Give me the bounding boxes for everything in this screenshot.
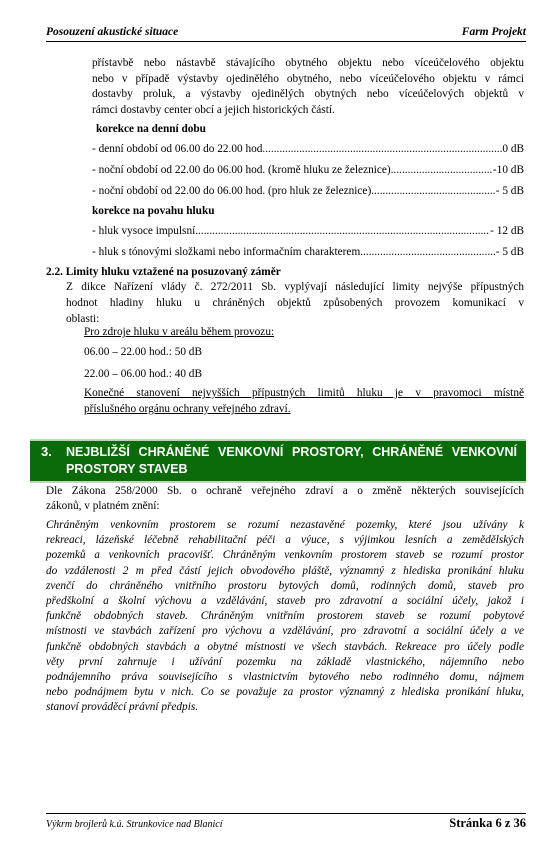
section-2-2-line: oblasti: [66, 313, 100, 325]
intro-line: nebo v případě výstavby ojedinělého obytného, nebo víceúčelového objektu v rámci [92, 72, 524, 85]
section-3-number: 3. [41, 444, 52, 459]
character-row-label: - hluk vysoce impulsní [92, 225, 196, 237]
section-3-title: NEJBLIŽŠÍ CHRÁNĚNÉ VENKOVNÍ PROSTORY, CHRÁNĚNÉ VENKOVNÍ PROSTORY STAVEB [66, 445, 517, 476]
header-rule [46, 41, 526, 42]
leader-dots [391, 164, 493, 180]
header-title: Posouzení akustické situace [46, 26, 179, 38]
intro-line: dostavby proluk, a výstavby ojedinělých obytných nebo víceúčelových objektů v [92, 88, 524, 101]
day-correction-heading: korekce na denní dobu [96, 123, 206, 135]
intro-paragraph [92, 56, 524, 118]
page-number: Stránka 6 z 36 [449, 816, 526, 830]
leader-dots [360, 246, 496, 262]
character-row-label: - hluk s tónovými složkami nebo informačním charakterem [92, 246, 361, 258]
law-quote-line: Chráněným venkovním prostorem se rozumí nezastavěné pozemky, které jsou užívány k [46, 519, 524, 531]
limit-night: 22.00 – 06.00 hod.: 40 dB [84, 368, 202, 380]
noise-source-subheading: Pro zdroje hluku v areálu během provozu: [84, 326, 275, 338]
section-3-heading-bar [30, 439, 526, 483]
law-quote-line: funkčně obdobných staveb. Chráněným vnitřním prostorem staveb se rozumí pobytové [46, 610, 524, 623]
law-quote-line: nebo podnájmem bytu v nich. Co se považuje za prostor významný z hlediska pronikání hluku, [46, 686, 524, 699]
day-row-label: - denní období od 06.00 do 22.00 hod. [92, 143, 266, 155]
day-row [92, 143, 524, 159]
limit-day: 06.00 – 22.00 hod.: 50 dB [84, 346, 202, 358]
law-quote-line: do vzdálenosti 2 m před částí jejich obvodového pláště, významný z hlediska pronikání hluku [46, 564, 524, 577]
day-row [92, 185, 524, 201]
character-row-value: - 5 dB [495, 246, 524, 258]
day-row [92, 164, 524, 180]
day-row-value: - 5 dB [495, 185, 524, 197]
law-quote [46, 518, 524, 716]
day-row-value: -10 dB [492, 164, 524, 176]
day-row-label: - noční období od 22.00 do 06.00 hod. (pro hluk ze železnice) [92, 185, 372, 197]
section-2-2-line: Z dikce Nařízení vlády č. 272/2011 Sb. vyplývají následující limity nejvýše přípustných [66, 281, 524, 293]
law-quote-line: rekreaci, lázeňské léčebně rehabilitační péči a výuce, s výjimkou lesních a zemědělských [46, 534, 524, 547]
law-quote-line: místnosti ve stavbách zařízení pro výchovu a vzdělávání, pro zdravotní a sociální účely a ve [46, 625, 524, 638]
law-intro-line: Dle Zákona 258/2000 Sb. o ochraně veřejného zdraví a o změně některých souvisejících [46, 485, 524, 497]
section-2-2-heading: 2.2. Limity hluku vztažené na posuzovaný záměr [46, 266, 281, 278]
law-quote-line: věty první zahrnuje i užívání pozemku na základě vlastnického, nájemního nebo [46, 655, 524, 668]
leader-dots [195, 225, 490, 241]
footer-rule [46, 813, 526, 814]
law-quote-line: funkčně obdobných stavbách a obytné místnosti ve všech stavbách. Rekreace pro účely podle [46, 640, 524, 653]
character-row [92, 225, 524, 241]
law-intro-line: zákonů, v platném znění: [46, 500, 160, 512]
character-row-value: - 12 dB [490, 225, 524, 237]
intro-line: rámci dostavby center obcí a jejich historických částí. [92, 103, 335, 116]
header-company: Farm Projekt [461, 26, 526, 38]
character-correction-heading: korekce na povahu hluku [92, 205, 215, 217]
intro-line: přístavbě nebo nástavbě stávajícího obytného objektu nebo víceúčelového objektu [92, 57, 524, 69]
day-row-value: 0 dB [502, 143, 524, 155]
law-quote-line: pozemků a venkovních pracovišť. Chráněným venkovním prostorem staveb se rozumí prostor [46, 549, 524, 562]
law-quote-line: podnájemního práva souvisejícího s vlastnictvím bytového nebo rodinného domu, nájmem [46, 671, 524, 684]
law-quote-line: předškolní a školní výchovu a vzdělávání, staveb pro zdravotní a sociální účely, jakož i [46, 595, 524, 608]
law-quote-line: stanoví prováděcí právní předpis. [46, 701, 199, 714]
leader-dots [265, 143, 502, 159]
leader-dots [371, 185, 496, 201]
authority-note-line: příslušného orgánu ochrany veřejného zdraví. [84, 403, 291, 415]
law-quote-line: zvenčí do chráněného vnitřního prostoru bytových domů, rodinných domů, staveb pro [46, 579, 524, 592]
character-row [92, 246, 524, 262]
footer-project: Výkrm brojlerů k.ú. Strunkovice nad Blanicí [46, 819, 223, 830]
section-2-2-line: hodnot hladiny hluku u chráněných objektů způsobených provozem komunikací v [66, 297, 524, 309]
day-row-label: - noční období od 22.00 do 06.00 hod. (kromě hluku ze železnice) [92, 164, 391, 176]
authority-note-line: Konečné stanovení nejvyšších přípustných limitů hluku je v pravomoci místně [84, 387, 524, 399]
